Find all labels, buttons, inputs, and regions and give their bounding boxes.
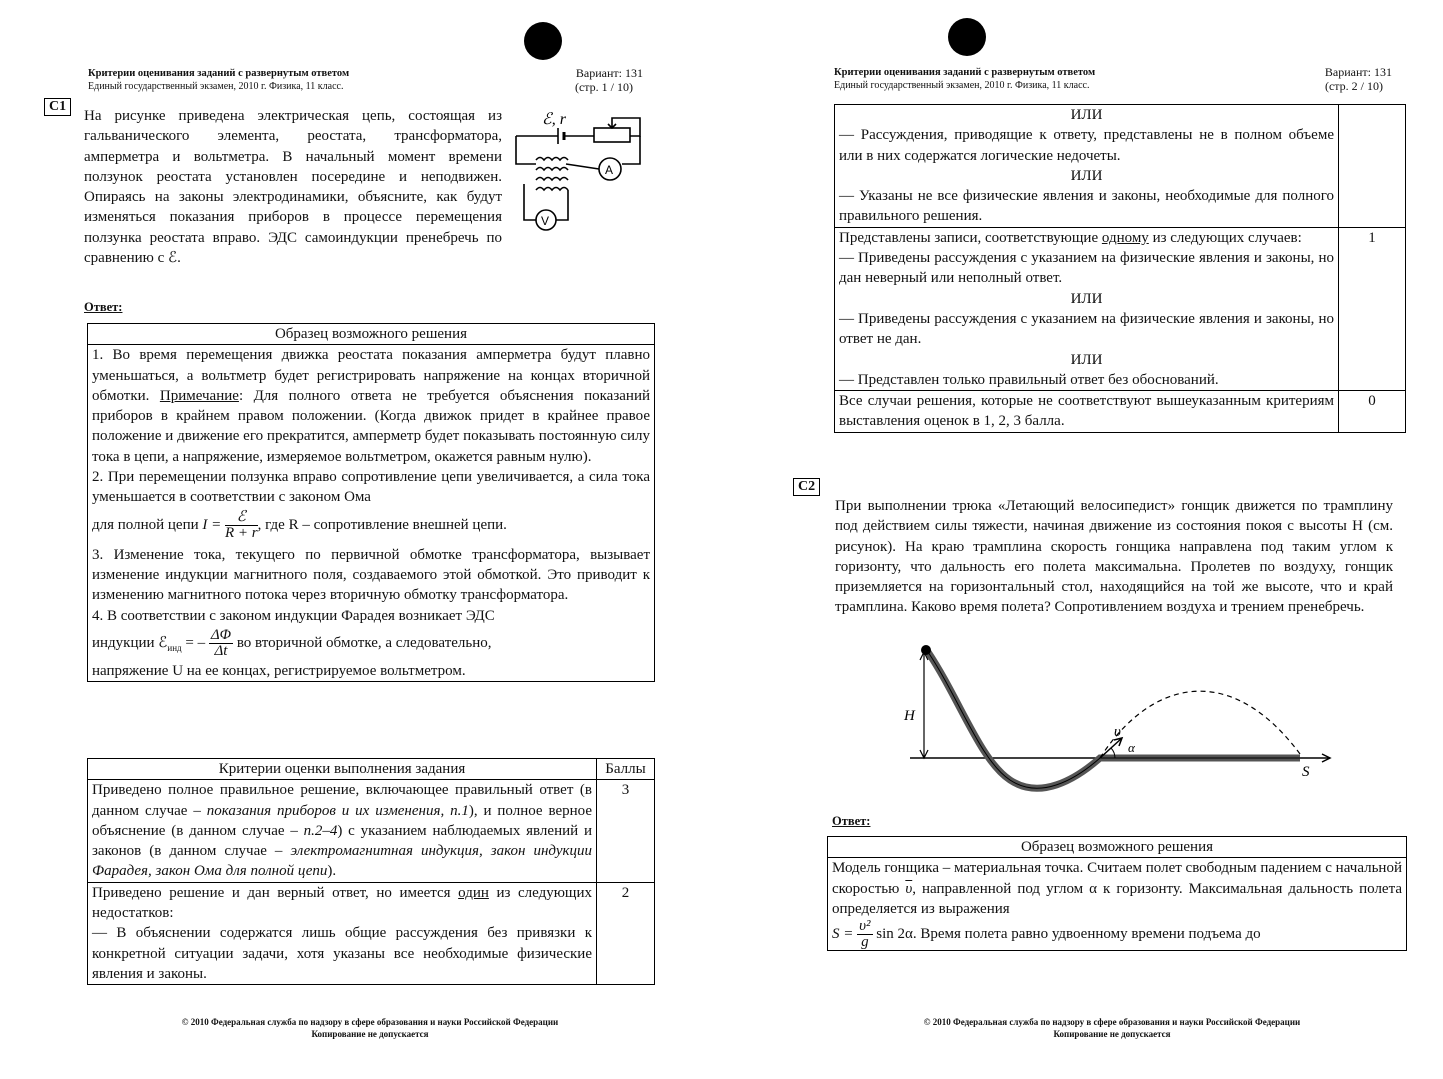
header-subtitle: Единый государственный экзамен, 2010 г. Физика, 11 класс. [834, 80, 1090, 91]
ammeter-label: A [605, 163, 614, 177]
task-label-c2: С2 [793, 478, 820, 496]
criteria-table-continued [834, 104, 1406, 433]
task-text-c1 [84, 106, 502, 267]
task-text-c2: При выполнении трюка «Летающий велосипедист» гонщик движется по трамплину под действием силы тяжести, начиная движение из состояния покоя с высоты H (см. рисунок). На краю трамплина скорость гонщика направлена под таким углом к горизонту, что дальность его полета максимальна. Пролетев по воздуху, гонщик приземляется на горизонтальный стол, находящийся на той же высоте, что и край трамплина. Каково время полета? Сопротивлением воздуха и трением пренебречь. [835, 498, 1393, 616]
page-1 [0, 0, 700, 1079]
points-header: Баллы [597, 759, 655, 780]
footer [872, 1016, 1352, 1040]
emf-label: ℰ, r [542, 111, 566, 128]
criterion-2-points: 2 [597, 882, 655, 984]
task-label-c1: С1 [44, 98, 71, 116]
racer-marker [921, 645, 931, 655]
solution-step-4-end: напряжение U на ее концах, регистрируемое вольтметром. [92, 662, 466, 679]
criterion-1-points: 1 [1339, 227, 1406, 390]
velocity-label: υ [1114, 724, 1121, 740]
angle-label: α [1128, 740, 1135, 755]
note-label: Примечание [159, 387, 239, 404]
header-title: Критерии оценивания заданий с развернутым ответом [88, 68, 350, 79]
footer-notice: Копирование не допускается [1053, 1029, 1171, 1039]
page-number: (стр. 2 / 10) [1324, 79, 1383, 93]
solution-body [88, 345, 655, 682]
range-label: S [1302, 764, 1310, 780]
solution-title: Образец возможного решения [828, 837, 1407, 858]
footer-notice: Копирование не допускается [311, 1029, 429, 1039]
answer-label: Ответ: [84, 300, 123, 314]
faraday-formula-line: индукции ℰ$_{инд}$ = – $\frac{\Delta\Phi}{\Delta t}$ во вторичной обмотке, а следовательно, [92, 626, 492, 659]
punch-hole [948, 18, 986, 56]
solution-title: Образец возможного решения [88, 324, 655, 345]
criterion-3: Приведено полное правильное решение, включающее правильный ответ (в данном случае – показания приборов и их изменения, п.1), и полное верное объяснение (в данном случае – п.2–4) с указанием наблюдаемых явлений и законов (в данном случае – электромагнитная индукция, закон индукции Фарадея, закон Ома для полной цепи). [88, 780, 597, 882]
ramp-figure [900, 640, 1340, 805]
circuit-diagram [506, 104, 652, 232]
criterion-0: Все случаи решения, которые не соответствуют вышеуказанным критериям выставления оценок в 1, 2, 3 балла. [835, 391, 1339, 433]
header-title: Критерии оценивания заданий с развернутым ответом [834, 67, 1096, 78]
footer [140, 1016, 600, 1040]
task-text-c1-content: На рисунке приведена электрическая цепь, состоящая из гальванического элемента, реостата, трансформатора, амперметра и вольтметра. В начальный момент времени ползунок реостата установлен посередине и неподвижен. Опираясь на законы электродинамики, объясните, как будут изменяться показания приборов в процессе перемещения ползунка реостата вправо. ЭДС самоиндукции пренебречь по сравнению с ℰ. [84, 108, 502, 267]
range-fraction: $\frac{\text{υ²}}{g}$ [859, 918, 871, 951]
criteria-table [87, 758, 655, 985]
page-number: (стр. 1 / 10) [574, 80, 633, 94]
solution-step-3: 3. Изменение тока, текущего по первичной обмотке трансформатора, вызывает изменение индукции магнитного поля, создаваемого этой обмоткой. Это приводит к изменению магнитного потока через вторичную обмотку трансформатора. [92, 546, 650, 604]
criterion-2: Приведено решение и дан верный ответ, но имеется один из следующих недостатков: — В объяснении содержатся лишь общие рассуждения без привязки к конкретной ситуации задачи, хотя указаны все необходимые физические явления и законы. [88, 882, 597, 984]
solution-body: Модель гонщика – материальная точка. Считаем полет свободным падением с начальной скоростью $\overline{\upsilon}$, направленной под углом α к горизонту. Максимальная дальность полета определяется из выражения S = $\frac{\text{υ²}}{g}$ sin 2α. Время полета равно удвоенному времени подъема до [828, 858, 1407, 951]
ohm-fraction: $\frac{\text{ℰ}}{R + r}$ [225, 508, 258, 541]
solution-step-2: 2. При перемещении ползунка вправо сопротивление цепи увеличивается, а сила тока уменьшается в соответствии с законом Ома [92, 469, 650, 506]
variant: Вариант: 131 [1324, 65, 1392, 79]
solution-step-1: 1. Во время перемещения движка реостата показания амперметра будут плавно уменьшаться, а вольтметр будет регистрировать напряжение на концах вторичной обмотки. Примечание: Для полного ответа не требуется объяснения показаний приборов в крайнем правом положении. (Когда движок придет в крайнее правое положение и движение его прекратится, амперметр будет показывать постоянную силу тока в цепи, а напряжение, измеряемое вольтметром, окажется равным нулю). [92, 347, 650, 465]
criterion-2-continued: ИЛИ — Рассуждения, приводящие к ответу, представлены не в полном объеме или в них содержатся логические недочеты. ИЛИ — Указаны не все физические явления и законы, необходимые для полного правильного решения. [835, 105, 1339, 228]
velocity-vector: $\overline{\upsilon}$ [905, 880, 913, 897]
solution-step-4: 4. В соответствии с законом индукции Фарадея возникает ЭДС [92, 607, 495, 624]
faraday-fraction: $\frac{\Delta\Phi}{\Delta t}$ [210, 626, 232, 659]
footer-copyright: © 2010 Федеральная служба по надзору в сфере образования и науки Российской Федерации [181, 1017, 559, 1027]
variant: Вариант: 131 [575, 66, 643, 80]
footer-copyright: © 2010 Федеральная служба по надзору в сфере образования и науки Российской Федерации [923, 1017, 1301, 1027]
page-2 [760, 0, 1443, 1079]
solution-box-c2 [827, 836, 1407, 951]
ohm-formula-line: для полной цепи I = $\frac{\text{ℰ}}{R + r}$ , где R – сопротивление внешней цепи. [92, 508, 507, 541]
criterion-0-points: 0 [1339, 391, 1406, 433]
criteria-header: Критерии оценки выполнения задания [88, 759, 597, 780]
height-label: H [904, 708, 915, 724]
header-subtitle: Единый государственный экзамен, 2010 г. Физика, 11 класс. [88, 81, 344, 92]
solution-box [87, 323, 655, 682]
punch-hole [524, 22, 562, 60]
criterion-2-points-continued [1339, 105, 1406, 228]
criterion-1: Представлены записи, соответствующие одному из следующих случаев: — Приведены рассуждения с указанием на физические явления и законы, но дан неверный или неполный ответ. ИЛИ — Приведены рассуждения с указанием на физические явления и законы, но ответ не дан. ИЛИ — Представлен только правильный ответ без обоснований. [835, 227, 1339, 390]
voltmeter-label: V [541, 214, 550, 228]
answer-label: Ответ: [832, 814, 871, 828]
criterion-3-points: 3 [597, 780, 655, 882]
